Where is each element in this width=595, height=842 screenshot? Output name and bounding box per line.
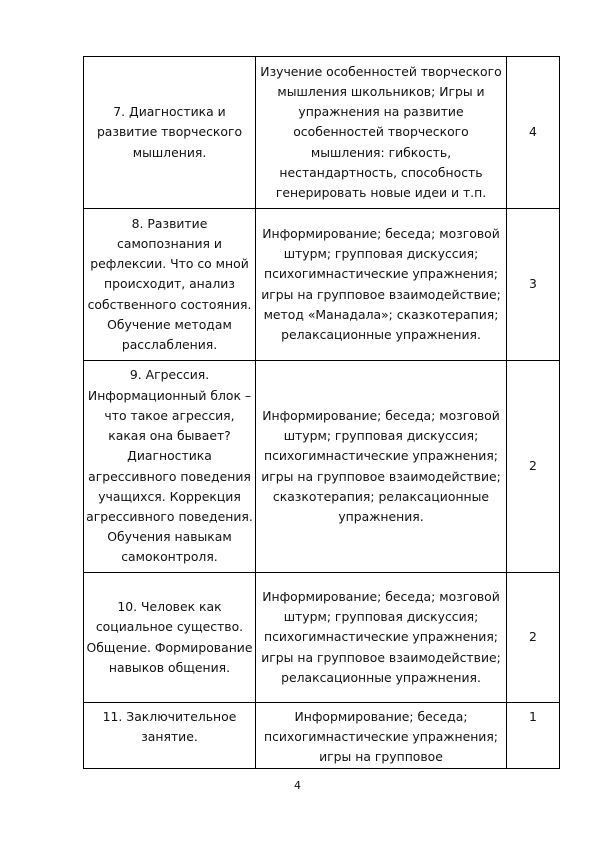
table-row: [84, 703, 560, 769]
hours-cell: 2: [507, 361, 560, 573]
hours-cell: 1: [507, 703, 560, 769]
hours-cell: 2: [507, 573, 560, 703]
topic-cell: 11. Заключительное занятие.: [84, 703, 256, 769]
topic-cell: 9. Агрессия. Информационный блок – что такое агрессия, какая она бывает? Диагностика агрессивного поведения учащихся. Коррекция агрессивного поведения. Обучения навыкам самоконтроля.: [84, 361, 256, 573]
table-row: [84, 57, 560, 209]
methods-cell: Информирование; беседа; психогимнастические упражнения; игры на групповое: [256, 703, 507, 769]
table-row: [84, 209, 560, 361]
topic-cell: 8. Развитие самопознания и рефлексии. Что со мной происходит, анализ собственного состояния. Обучение методам расслабления.: [84, 209, 256, 361]
methods-cell: Информирование; беседа; мозговой штурм; групповая дискуссия; психогимнастические упражнения; игры на групповое взаимодействие; сказкотерапия; релаксационные упражнения.: [256, 361, 507, 573]
hours-cell: 4: [507, 57, 560, 209]
program-table: [83, 56, 560, 769]
hours-cell: 3: [507, 209, 560, 361]
table-row: [84, 361, 560, 573]
methods-cell: Изучение особенностей творческого мышления школьников; Игры и упражнения на развитие особенностей творческого мышления: гибкость, нестандартность, способность генерировать новые идеи и т.п.: [256, 57, 507, 209]
page-number: 4: [294, 779, 301, 792]
methods-cell: Информирование; беседа; мозговой штурм; групповая дискуссия; психогимнастические упражнения; игры на групповое взаимодействие; метод «Манадала»; сказкотерапия; релаксационные упражнения.: [256, 209, 507, 361]
table-row: [84, 573, 560, 703]
methods-cell: Информирование; беседа; мозговой штурм; групповая дискуссия; психогимнастические упражнения; игры на групповое взаимодействие; релаксационные упражнения.: [256, 573, 507, 703]
topic-cell: 7. Диагностика и развитие творческого мышления.: [84, 57, 256, 209]
topic-cell: 10. Человек как социальное существо. Общение. Формирование навыков общения.: [84, 573, 256, 703]
